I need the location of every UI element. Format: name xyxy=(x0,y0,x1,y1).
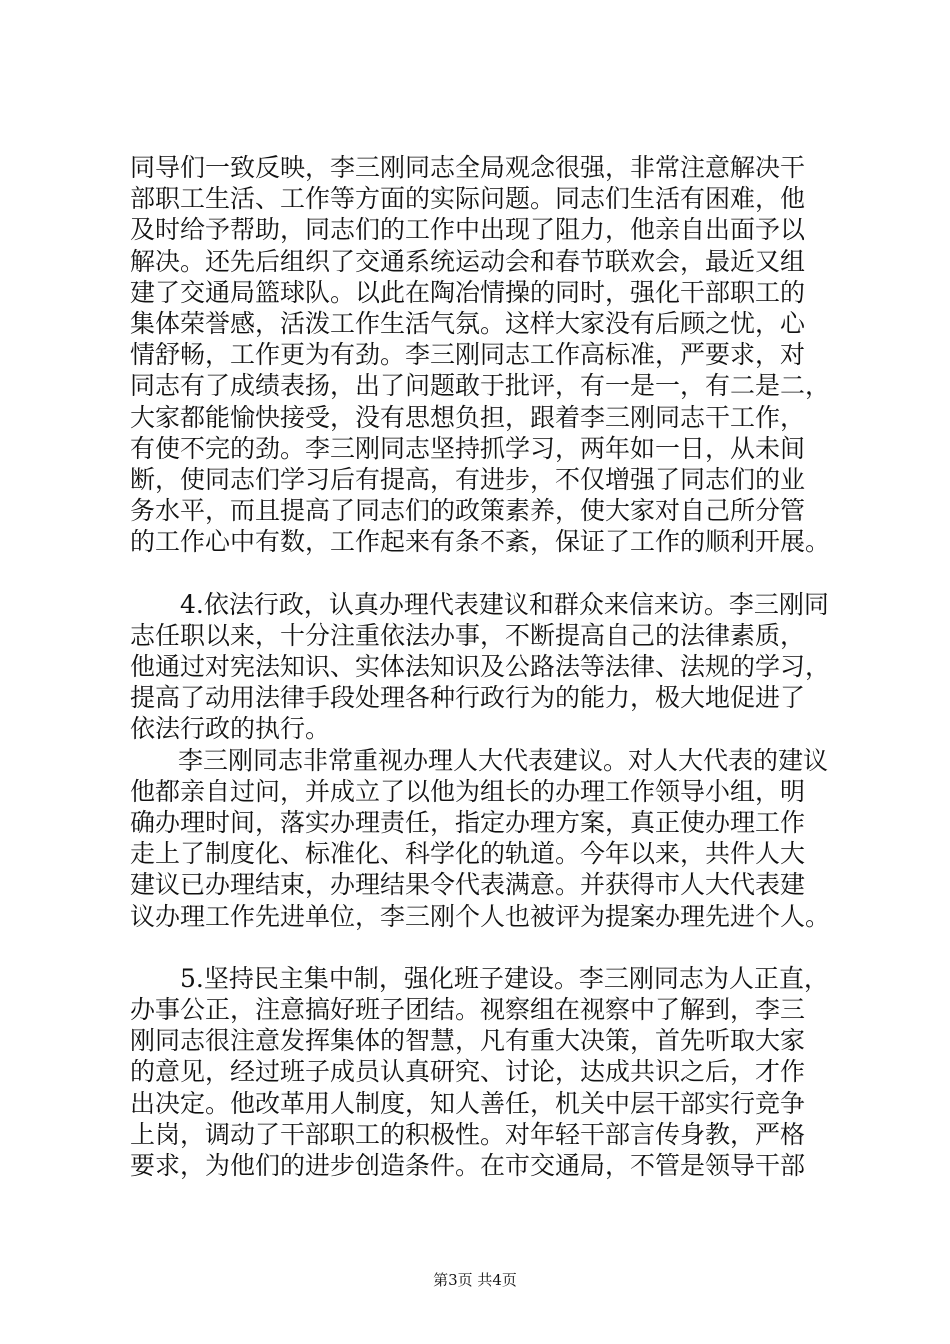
text-line: 确办理时间，落实办理责任，指定办理方案，真正使办理工作 xyxy=(130,807,806,837)
paragraph-4 xyxy=(130,963,829,1181)
text-line: 刚同志很注意发挥集体的智慧，凡有重大决策，首先听取大家 xyxy=(130,1026,806,1056)
paragraph-1 xyxy=(130,152,831,557)
text-line: 上岗，调动了干部职工的积极性。对年轻干部言传身教，严格 xyxy=(130,1119,806,1149)
text-line: 提高了动用法律手段处理各种行政行为的能力，极大地促进了 xyxy=(130,683,806,713)
text-line: 解决。还先后组织了交通系统运动会和春节联欢会，最近又组 xyxy=(130,246,806,276)
text-line: 依法行政的执行。 xyxy=(130,714,331,744)
text-line: 志任职以来，十分注重依法办事，不断提高自己的法律素质， xyxy=(130,620,806,650)
text-line: 同志有了成绩表扬，出了问题敢于批评，有一是一，有二是二， xyxy=(130,371,831,401)
text-line: 他通过对宪法知识、实体法知识及公路法等法律、法规的学习， xyxy=(130,652,831,681)
text-line: 建议已办理结束，办理结果令代表满意。并获得市人大代表建 xyxy=(130,870,806,900)
text-line: 集体荣誉感，活泼工作生活气氛。这样大家没有后顾之忧，心 xyxy=(130,308,806,338)
document-body xyxy=(130,152,831,1181)
text-line: 走上了制度化、标准化、科学化的轨道。今年以来，共件人大 xyxy=(130,839,806,869)
text-line: 及时给予帮助，同志们的工作中出现了阻力，他亲自出面予以 xyxy=(130,215,806,245)
text-line: 情舒畅，工作更为有劲。李三刚同志工作高标准，严要求，对 xyxy=(130,340,806,370)
text-line: 的意见，经过班子成员认真研究、讨论，达成共识之后，才作 xyxy=(130,1057,806,1087)
text-line: 建了交通局篮球队。以此在陶冶情操的同时，强化干部职工的 xyxy=(130,277,806,307)
text-line: 李三刚同志非常重视办理人大代表建议。对人大代表的建议 xyxy=(178,745,829,775)
text-line: 出决定。他改革用人制度，知人善任，机关中层干部实行竞争 xyxy=(130,1088,806,1118)
text-line: 同导们一致反映，李三刚同志全局观念很强，非常注意解决干 xyxy=(130,153,806,182)
text-line: 议办理工作先进单位，李三刚个人也被评为提案办理先进个人。 xyxy=(130,901,831,931)
text-line: 5.坚持民主集中制，强化班子建设。李三刚同志为人正直， xyxy=(180,963,829,993)
paragraph-2 xyxy=(130,589,831,745)
text-line: 他都亲自过问，并成立了以他为组长的办理工作领导小组，明 xyxy=(130,776,806,806)
text-line: 4.依法行政，认真办理代表建议和群众来信来访。李三刚同 xyxy=(180,589,829,619)
text-line: 办事公正，注意搞好班子团结。视察组在视察中了解到，李三 xyxy=(130,995,806,1025)
text-line: 要求，为他们的进步创造条件。在市交通局，不管是领导干部 xyxy=(130,1151,806,1180)
text-line: 有使不完的劲。李三刚同志坚持抓学习，两年如一日，从未间 xyxy=(130,433,806,463)
text-line: 部职工生活、工作等方面的实际问题。同志们生活有困难，他 xyxy=(130,184,806,214)
text-line: 的工作心中有数，工作起来有条不紊，保证了工作的顺利开展。 xyxy=(130,527,831,557)
text-line: 务水平，而且提高了同志们的政策素养，使大家对自己所分管 xyxy=(130,496,806,526)
paragraph-spacer xyxy=(130,932,826,963)
page-number-footer: 第3页 共4页 xyxy=(433,1271,517,1289)
text-line: 断，使同志们学习后有提高，有进步，不仅增强了同志们的业 xyxy=(130,464,806,494)
paragraph-spacer xyxy=(130,557,826,588)
text-line: 大家都能愉快接受，没有思想负担，跟着李三刚同志干工作， xyxy=(130,402,806,432)
paragraph-3 xyxy=(130,745,831,932)
